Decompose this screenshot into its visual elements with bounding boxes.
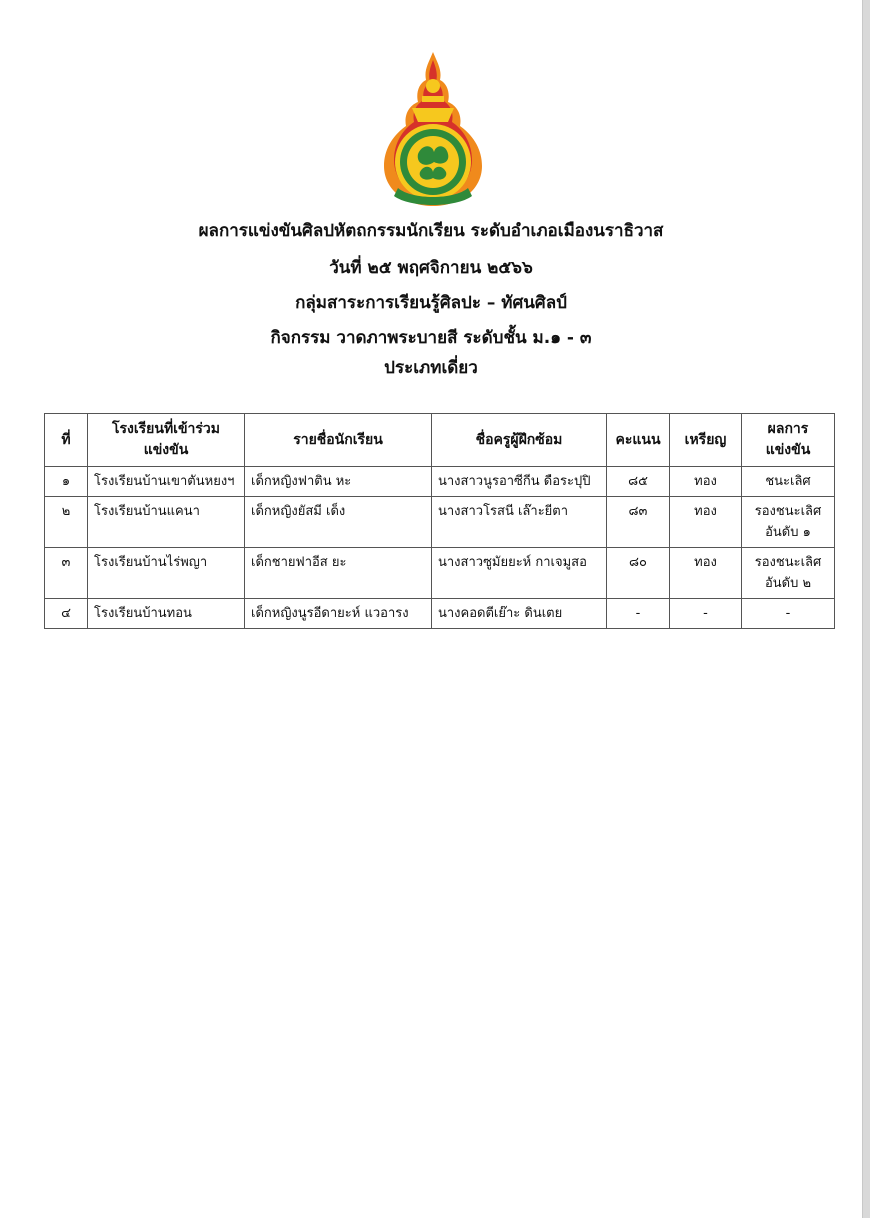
cell-medal: ทอง — [670, 497, 742, 548]
cell-result-line-1: รองชนะเลิศ — [754, 555, 822, 570]
header-teacher: ชื่อครูผู้ฝึกซ้อม — [432, 414, 607, 467]
header-result-line-1: ผลการ — [767, 421, 809, 437]
cell-score: ๘๓ — [607, 497, 670, 548]
cell-score: ๘๕ — [607, 467, 670, 497]
header-medal: เหรียญ — [670, 414, 742, 467]
cell-result — [742, 599, 835, 629]
title-date: วันที่ ๒๕ พฤศจิกายน ๒๕๖๖ — [329, 258, 533, 278]
cell-student: เด็กหญิงยัสมี เด็ง — [245, 497, 432, 548]
title-category: ประเภทเดี่ยว — [384, 358, 478, 378]
cell-no: ๒ — [45, 497, 88, 548]
cell-medal: - — [670, 599, 742, 629]
cell-school: โรงเรียนบ้านแคนา — [88, 497, 245, 548]
cell-student: เด็กชายฟาอีส ยะ — [245, 548, 432, 599]
cell-result — [742, 467, 835, 497]
cell-teacher: นางคอดตีเย๊าะ ดินเตย — [432, 599, 607, 629]
cell-teacher: นางสาวซูมัยยะห์ กาเจมูสอ — [432, 548, 607, 599]
cell-result-line-1: - — [785, 606, 791, 621]
table-row — [45, 548, 835, 599]
title-line-1: ผลการแข่งขันศิลปหัตถกรรมนักเรียน ระดับอำเภอเมืองนราธิวาส — [198, 221, 664, 241]
table-row — [45, 467, 835, 497]
header-school-line-2: แข่งขัน — [143, 442, 189, 458]
cell-school: โรงเรียนบ้านไร่พญา — [88, 548, 245, 599]
page-edge — [862, 0, 870, 1218]
cell-score: - — [607, 599, 670, 629]
ministry-emblem-icon — [378, 50, 488, 208]
cell-teacher: นางสาวโรสนี เล๊าะยีตา — [432, 497, 607, 548]
cell-result — [742, 548, 835, 599]
header-school-line-1: โรงเรียนที่เข้าร่วม — [111, 421, 220, 437]
cell-medal: ทอง — [670, 548, 742, 599]
cell-teacher: นางสาวนูรอาซีกีน ดือระปุปิ — [432, 467, 607, 497]
cell-no: ๔ — [45, 599, 88, 629]
header-no: ที่ — [45, 414, 88, 467]
cell-school: โรงเรียนบ้านเขาตันหยงฯ — [88, 467, 245, 497]
cell-medal: ทอง — [670, 467, 742, 497]
cell-result-line-2: อันดับ ๑ — [765, 525, 811, 540]
results-table — [44, 413, 835, 629]
cell-score: ๘๐ — [607, 548, 670, 599]
title-subject-group: กลุ่มสาระการเรียนรู้ศิลปะ – ทัศนศิลป์ — [295, 293, 567, 313]
cell-result-line-2: อันดับ ๒ — [764, 576, 812, 591]
cell-result-line-1: ชนะเลิศ — [765, 474, 811, 489]
header-result — [742, 414, 835, 467]
title-activity: กิจกรรม วาดภาพระบายสี ระดับชั้น ม.๑ - ๓ — [270, 328, 592, 348]
cell-student: เด็กหญิงนูรอีดายะห์ แวอารง — [245, 599, 432, 629]
cell-result-line-1: รองชนะเลิศ — [754, 504, 822, 519]
header-student: รายชื่อนักเรียน — [245, 414, 432, 467]
cell-no: ๑ — [45, 467, 88, 497]
table-row — [45, 599, 835, 629]
table-row — [45, 497, 835, 548]
cell-result — [742, 497, 835, 548]
table-header-row — [45, 414, 835, 467]
header-score: คะแนน — [607, 414, 670, 467]
cell-school: โรงเรียนบ้านทอน — [88, 599, 245, 629]
header-result-line-2: แข่งขัน — [765, 442, 811, 458]
cell-student: เด็กหญิงฟาติน หะ — [245, 467, 432, 497]
cell-no: ๓ — [45, 548, 88, 599]
header-school — [88, 414, 245, 467]
